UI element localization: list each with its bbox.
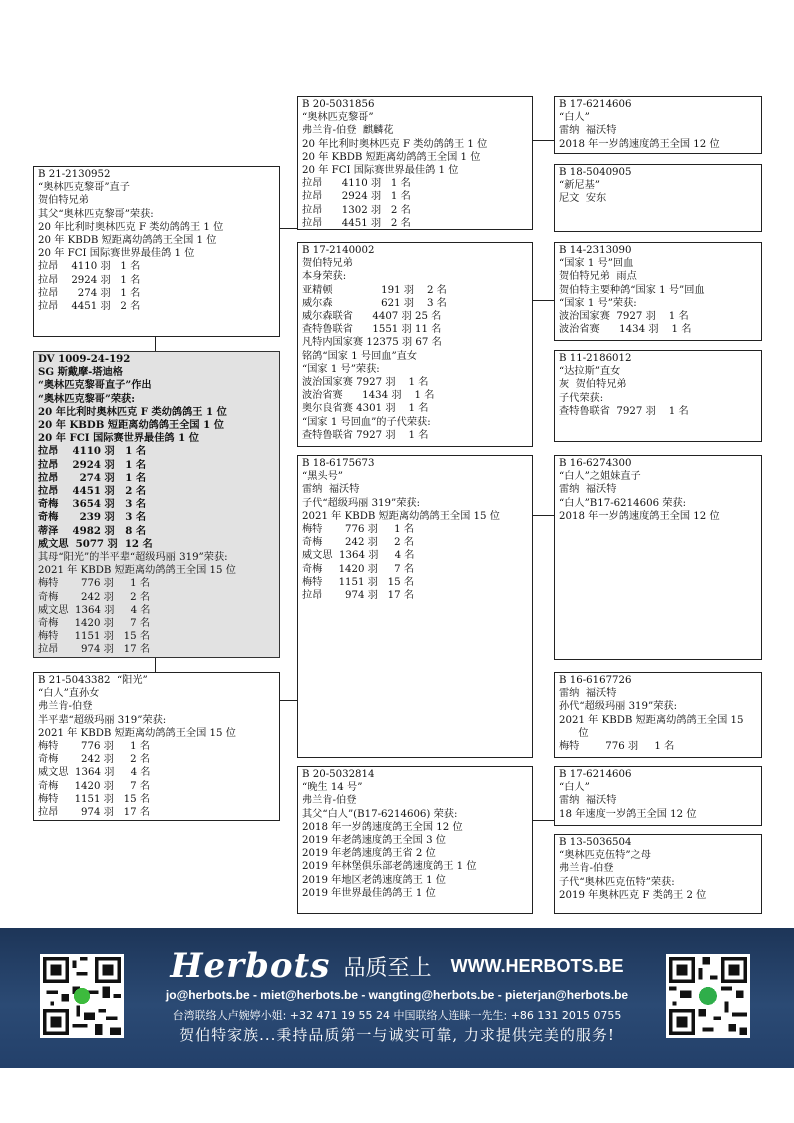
pedigree-line: 尼文 安东	[559, 193, 607, 205]
pedigree-line: 孙代“超级玛丽 319”荣获:	[559, 701, 678, 713]
ring-number: B 16-6274300	[559, 458, 632, 469]
connector-line	[532, 300, 554, 301]
pedigree-line: 波治国家赛 7927 羽 1 名	[559, 311, 689, 323]
website-link[interactable]: WWW.HERBOTS.BE	[450, 955, 624, 976]
pedigree-line: 奇梅 242 羽 2 名	[38, 591, 151, 603]
pedigree-line: 拉昂 974 羽 17 名	[38, 644, 151, 656]
pedigree-line: 奇梅 239 羽 3 名	[38, 511, 147, 524]
pedigree-line: 奇梅 242 羽 2 名	[38, 754, 151, 766]
pedigree-line: 半平辈“超级玛丽 319”荣获:	[38, 714, 167, 726]
pedigree-line: 2019 年世界最佳鸽鸽王 1 位	[302, 887, 436, 899]
pedigree-line: “奥林匹克黎哥”荣获:	[38, 392, 135, 405]
connector-line	[155, 657, 156, 672]
pedigree-line: 拉昂 1302 羽 2 名	[302, 204, 411, 216]
pedigree-line: 贺伯特兄弟	[38, 195, 89, 207]
pedigree-line: 梅特 1151 羽 15 名	[38, 793, 151, 805]
pedigree-line: 20 年 FCI 国际赛世界最佳鸽 1 位	[38, 432, 199, 445]
pedigree-line: 弗兰肯-伯登 麒麟花	[302, 125, 394, 137]
pedigree-line: 2021 年 KBDB 短距离幼鸽鸽王全国 15 位	[38, 565, 236, 577]
sire-dam-dam-box	[554, 350, 762, 442]
pedigree-line: 威尔森联省 4407 羽 25 名	[302, 311, 442, 323]
pedigree-line: 贺伯特兄弟	[302, 258, 353, 270]
pedigree-line: 其父“奥林匹克黎哥”荣获:	[38, 208, 154, 220]
pedigree-line: “奥林匹克黎哥直子”作出	[38, 379, 152, 392]
pedigree-line: 灰 贺伯特兄弟	[559, 379, 627, 391]
ring-number: B 13-5036504	[559, 837, 632, 848]
pedigree-line: 子代“奥林匹克伍特”荣获:	[559, 876, 675, 888]
ring-number: B 21-2130952	[38, 169, 111, 180]
brand-line	[0, 946, 794, 986]
pedigree-line: 其父“白人”(B17-6214606) 荣获:	[302, 808, 458, 820]
pedigree-line: 拉昂 974 羽 17 名	[302, 590, 415, 602]
pedigree-line: 拉昂 4110 羽 1 名	[302, 178, 411, 190]
connector-line	[532, 820, 554, 821]
pedigree-line: 拉昂 2924 羽 1 名	[38, 274, 141, 286]
pedigree-line: 20 年 KBDB 短距离幼鸽鸽王全国 1 位	[38, 419, 224, 432]
pedigree-line: 查特鲁联省 7927 羽 1 名	[302, 429, 429, 441]
sire-dam-box	[297, 242, 533, 447]
pedigree-line: 雷纳 福沃特	[302, 484, 360, 496]
pedigree-line: 其母“阳光”的半平辈“超级玛丽 319”荣获:	[38, 552, 228, 564]
sire-sire-box	[297, 96, 533, 230]
connector-line	[532, 140, 554, 141]
pedigree-line: 梅特 776 羽 1 名	[559, 741, 675, 753]
pedigree-line: 2021 年 KBDB 短距离幼鸽鸽王全国 15	[559, 714, 744, 726]
pedigree-line: 弗兰肯-伯登	[302, 795, 357, 807]
sire-dam-sire-box	[554, 242, 762, 341]
pedigree-line: 波治省赛 1434 羽 1 名	[559, 324, 692, 336]
pedigree-line: 查特鲁联省 1551 羽 11 名	[302, 324, 442, 336]
pedigree-line: 亚精顿 191 羽 2 名	[302, 284, 447, 296]
ring-number: B 11-2186012	[559, 353, 632, 364]
pedigree-line: “奥林匹克黎哥”直子	[38, 182, 130, 194]
connector-line	[532, 515, 554, 516]
dam-dam-box	[297, 766, 533, 914]
pedigree-line: “国家 1 号”荣获:	[559, 297, 637, 309]
pedigree-line: “白人”	[559, 782, 590, 794]
pedigree-line: “晚生 14 号”	[302, 782, 363, 794]
pedigree-line: “国家 1 号”荣获:	[302, 363, 380, 375]
dam-dam-sire-box	[554, 766, 762, 826]
pedigree-line: 雷纳 福沃特	[559, 688, 617, 700]
herbots-logo: Herbots	[170, 946, 331, 986]
ring-number: B 14-2313090	[559, 245, 632, 256]
pedigree-line: 2018 年一岁鸽速度鸽王全国 12 位	[302, 821, 463, 833]
pedigree-line: 雷纳 福沃特	[559, 484, 617, 496]
pedigree-line: 梅特 776 羽 1 名	[38, 741, 151, 753]
connector-line	[279, 700, 298, 701]
pedigree-line: 2021 年 KBDB 短距离幼鸽鸽王全国 15 位	[302, 510, 500, 522]
pedigree-line: “白人”之姐妹直子	[559, 471, 641, 483]
connector-line	[279, 228, 298, 229]
ring-number: B 20-5031856	[302, 99, 375, 110]
pedigree-line: 子代“超级玛丽 319”荣获:	[302, 497, 421, 509]
pedigree-line: 梅特 1151 羽 15 名	[302, 576, 415, 588]
pedigree-line: 2019 年老鸽速度鸽王全国 3 位	[302, 835, 446, 847]
brand-slogan: 品质至上	[343, 955, 432, 981]
ring-number: B 18-5040905	[559, 167, 632, 178]
pedigree-line: 2019 年地区老鸽速度鸽王 1 位	[302, 874, 446, 886]
ring-number: B 21-5043382 “阳光”	[38, 675, 148, 686]
pedigree-line: “黑头号”	[302, 471, 343, 483]
pedigree-line: 2018 年一岁鸽速度鸽王全国 12 位	[559, 510, 720, 522]
pedigree-line: 20 年 FCI 国际赛世界最佳鸽 1 位	[38, 248, 195, 260]
pedigree-line: 梅特 1151 羽 15 名	[38, 631, 151, 643]
pedigree-line: 梅特 776 羽 1 名	[38, 578, 151, 590]
pedigree-line: 雷纳 福沃特	[559, 125, 617, 137]
ring-number: B 17-6214606	[559, 769, 632, 780]
pedigree-line: 拉昂 4110 羽 1 名	[38, 261, 141, 273]
ring-number: DV 1009-24-192	[38, 353, 131, 365]
pedigree-line: “新尼基”	[559, 180, 600, 192]
pedigree-line: 贺伯特兄弟 雨点	[559, 271, 637, 283]
pedigree-line: 威尔森 621 羽 3 名	[302, 297, 447, 309]
pedigree-line: 20 年比利时奥林匹克 F 类幼鸽鸽王 1 位	[38, 405, 227, 418]
pedigree-line: “白人”	[559, 112, 590, 124]
pedigree-line: 奇梅 1420 羽 7 名	[38, 618, 151, 630]
pedigree-line: 20 年比利时奥林匹克 F 类幼鸽鸽王 1 位	[302, 138, 488, 150]
pedigree-line: 拉昂 2924 羽 1 名	[302, 191, 411, 203]
footer-banner	[0, 928, 794, 1068]
pedigree-line: 18 年速度一岁鸽王全国 12 位	[559, 808, 697, 820]
pedigree-line: 拉昂 974 羽 17 名	[38, 807, 151, 819]
pedigree-line: 2019 年奥林匹克 F 类鸽王 2 位	[559, 889, 707, 901]
sire-sire-dam-box	[554, 164, 762, 232]
pedigree-line: “白人”直孙女	[38, 688, 100, 700]
ring-number: B 16-6167726	[559, 675, 632, 686]
pedigree-line: 拉昂 2924 羽 1 名	[38, 458, 147, 471]
pedigree-line: 20 年 FCI 国际赛世界最佳鸽 1 位	[302, 165, 459, 177]
ring-number: B 17-6214606	[559, 99, 632, 110]
dam-sire-sire-box	[554, 455, 762, 660]
pedigree-line: 本身荣获:	[302, 271, 347, 283]
pedigree-line: 2019 年林堡俱乐部老鸽速度鸽王 1 位	[302, 861, 477, 873]
pedigree-line: 子代荣获:	[559, 392, 604, 404]
pedigree-line: 威文思 1364 羽 4 名	[38, 604, 151, 616]
pedigree-line: 查特鲁联省 7927 羽 1 名	[559, 405, 689, 417]
ring-number: B 20-5032814	[302, 769, 375, 780]
contact-emails[interactable]: jo@herbots.be - miet@herbots.be - wangting@herbots.be - pieterjan@herbots.be	[165, 988, 629, 1002]
pedigree-line: 20 年 KBDB 短距离幼鸽鸽王全国 1 位	[38, 235, 217, 247]
pedigree-line: “奥林匹克伍特”之母	[559, 850, 651, 862]
pedigree-line: 威文思 1364 羽 4 名	[302, 550, 415, 562]
pedigree-line: 雷纳 福沃特	[559, 795, 617, 807]
pedigree-line: SG 斯戴摩-塔迪格	[38, 366, 123, 379]
dam-sire-box	[297, 455, 533, 758]
sire-box	[33, 166, 280, 337]
pedigree-line: 铭鸽“国家 1 号回血”直女	[302, 350, 418, 362]
pedigree-line: 梅特 776 羽 1 名	[302, 524, 415, 536]
pedigree-line: 蒂泽 4982 羽 8 名	[38, 524, 147, 537]
pedigree-line: 拉昂 4110 羽 1 名	[38, 445, 147, 458]
pedigree-line: 2021 年 KBDB 短距离幼鸽鸽王全国 15 位	[38, 727, 236, 739]
pedigree-line: “国家 1 号”回血	[559, 258, 634, 270]
pedigree-line: 弗兰肯-伯登	[559, 863, 614, 875]
pedigree-line: “达拉斯”直女	[559, 366, 621, 378]
ring-number: B 18-6175673	[302, 458, 375, 469]
pedigree-line: “国家 1 号回血”的子代荣获:	[302, 416, 431, 428]
pedigree-line: 奇梅 3654 羽 3 名	[38, 498, 147, 511]
ring-number: B 17-2140002	[302, 245, 375, 256]
pedigree-line: 20 年 KBDB 短距离幼鸽鸽王全国 1 位	[302, 151, 481, 163]
pedigree-line: 奇梅 1420 羽 7 名	[38, 780, 151, 792]
pedigree-line: 拉昂 274 羽 1 名	[38, 287, 141, 299]
pedigree-line: 拉昂 4451 羽 2 名	[38, 301, 141, 313]
pedigree-line: 威文思 1364 羽 4 名	[38, 767, 151, 779]
pedigree-line: 奥尔良省赛 4301 羽 1 名	[302, 403, 429, 415]
pedigree-line: 贺伯特主要种鸽“国家 1 号”回血	[559, 284, 705, 296]
connector-line	[155, 336, 156, 352]
pedigree-line: 凡特内国家赛 12375 羽 67 名	[302, 337, 442, 349]
dam-dam-dam-box	[554, 834, 762, 914]
pedigree-line: 拉昂 4451 羽 2 名	[38, 485, 147, 498]
pedigree-line: 波治国家赛 7927 羽 1 名	[302, 377, 429, 389]
dam-sire-dam-box	[554, 672, 762, 758]
pedigree-line: 奇梅 1420 羽 7 名	[302, 563, 415, 575]
pedigree-line: 20 年比利时奥林匹克 F 类幼鸽鸽王 1 位	[38, 221, 224, 233]
pedigree-line: 波治省赛 1434 羽 1 名	[302, 390, 435, 402]
pedigree-line: 弗兰肯-伯登	[38, 701, 93, 713]
pedigree-line: 奇梅 242 羽 2 名	[302, 537, 415, 549]
pedigree-line: 位	[559, 727, 589, 739]
family-motto: 贺伯特家族...秉持品质第一与诚实可靠, 力求提供完美的服务!	[179, 1026, 615, 1044]
pedigree-line: “奥林匹克黎哥”	[302, 112, 374, 124]
pedigree-line: 威文思 5077 羽 12 名	[38, 537, 153, 550]
main-pigeon-box	[33, 351, 280, 658]
contact-phones: 台湾联络人卢婉婷小姐: +32 471 19 55 24 中国联络人连睐一先生: +86 131 2015 0755	[172, 1009, 622, 1022]
pedigree-line: 拉昂 4451 羽 2 名	[302, 217, 411, 229]
pedigree-line: 拉昂 274 羽 1 名	[38, 471, 147, 484]
pedigree-line: 2019 年老鸽速度鸽王省 2 位	[302, 848, 436, 860]
pedigree-line: “白人”B17-6214606 荣获:	[559, 497, 687, 509]
sire-sire-sire-box	[554, 96, 762, 154]
pedigree-line: 2018 年一岁鸽速度鸽王全国 12 位	[559, 138, 720, 150]
dam-box	[33, 672, 280, 821]
